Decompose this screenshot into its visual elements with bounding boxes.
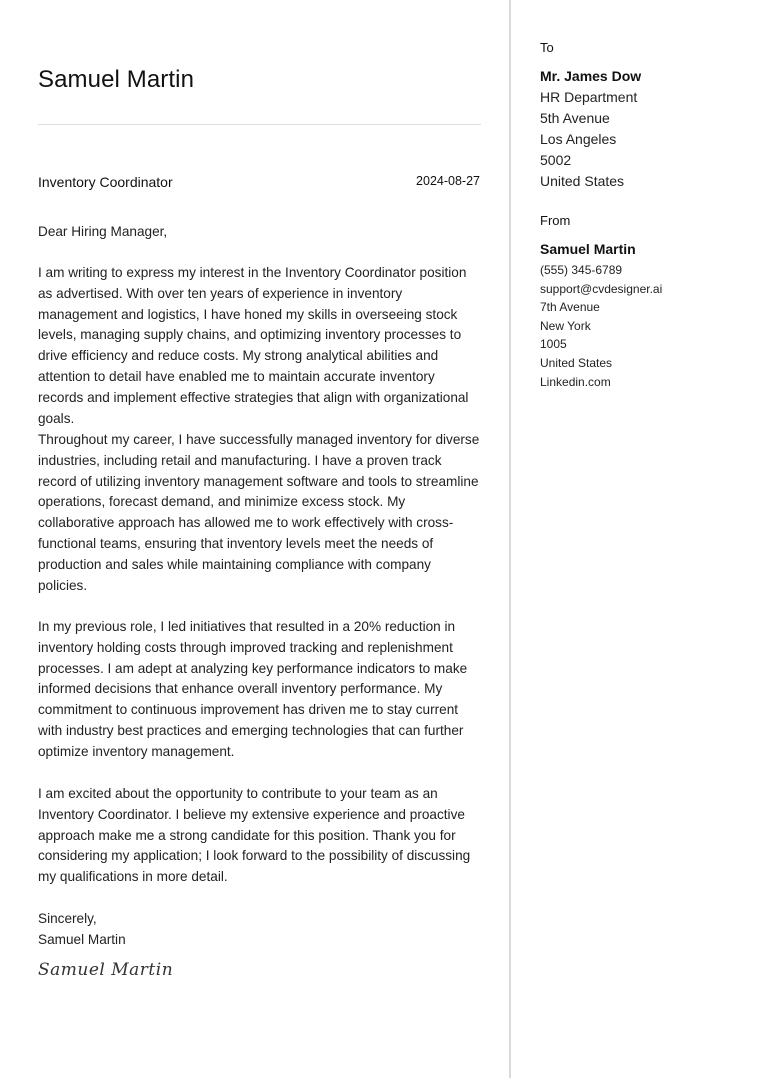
sender-phone: (555) 345-6789 bbox=[540, 263, 623, 277]
greeting bbox=[38, 222, 483, 243]
recipient-country: United States bbox=[540, 173, 625, 189]
column-divider bbox=[509, 0, 511, 1078]
to-label: To bbox=[540, 40, 554, 55]
recipient-city: Los Angeles bbox=[540, 131, 617, 147]
paragraph-2 bbox=[38, 430, 483, 596]
sender-email[interactable]: support@cvdesigner.ai bbox=[540, 282, 663, 296]
sender-street: 7th Avenue bbox=[540, 300, 600, 314]
paragraph-3-text: In my previous role, I led initiatives that resulted in a 20% reduction in inventory holding costs through improved tracking and replenishment processes. I am adept at analyzing key performance indicators to make informed decisions that enhance overall inventory performance. My commitment to continuous improvement has driven me to stay current with industry best practices and emerging technologies that can further optimize inventory management. bbox=[38, 619, 468, 759]
sender-zip: 1005 bbox=[540, 337, 567, 351]
header-divider bbox=[38, 124, 481, 125]
paragraph-4-text: I am excited about the opportunity to contribute to your team as an Inventory Coordinator. I believe my extensive experience and proactive approach make me a strong candidate for this position. Thank you for considering my application; I look forward to the possibility of discussing my qualifications in more detail. bbox=[38, 786, 471, 885]
recipient-zip: 5002 bbox=[540, 152, 572, 168]
sender-linkedin[interactable]: Linkedin.com bbox=[540, 375, 611, 389]
recipient-name: Mr. James Dow bbox=[540, 68, 642, 84]
closing-block bbox=[38, 909, 483, 951]
recipient-department: HR Department bbox=[540, 89, 638, 105]
recipient-street: 5th Avenue bbox=[540, 110, 610, 126]
paragraph-4 bbox=[38, 784, 483, 888]
applicant-name: Samuel Martin bbox=[38, 66, 195, 93]
paragraph-2-text: Throughout my career, I have successfully managed inventory for diverse industries, including retail and manufacturing. I have a proven track record of utilizing inventory management software and tools to streamline operations, forecast demand, and minimize excess stock. My collaborative approach has allowed me to work effectively with cross-functional teams, ensuring that inventory levels meet the needs of production and sales while maintaining compliance with company policies. bbox=[38, 432, 480, 593]
sender-country: United States bbox=[540, 356, 613, 370]
paragraph-1-text: I am writing to express my interest in the Inventory Coordinator position as advertised. With over ten years of experience in inventory management and logistics, I have honed my skills in overseeing stock levels, managing supply chains, and optimizing inventory processes to drive efficiency and reduce costs. My strong analytical abilities and attention to detail have enabled me to maintain accurate inventory records and implement effective strategies that align with organizational goals. bbox=[38, 265, 469, 426]
greeting-text: Dear Hiring Manager, bbox=[38, 224, 168, 239]
paragraph-1 bbox=[38, 263, 483, 429]
paragraph-3 bbox=[38, 617, 483, 763]
job-title: Inventory Coordinator bbox=[38, 174, 173, 190]
sender-city: New York bbox=[540, 319, 591, 333]
closing-name: Samuel Martin bbox=[38, 931, 126, 947]
closing: Sincerely, bbox=[38, 911, 97, 926]
signature: Samuel Martin bbox=[38, 960, 174, 980]
sender-name: Samuel Martin bbox=[540, 241, 636, 257]
letter-date: 2024-08-27 bbox=[416, 174, 480, 188]
from-label: From bbox=[540, 213, 571, 228]
